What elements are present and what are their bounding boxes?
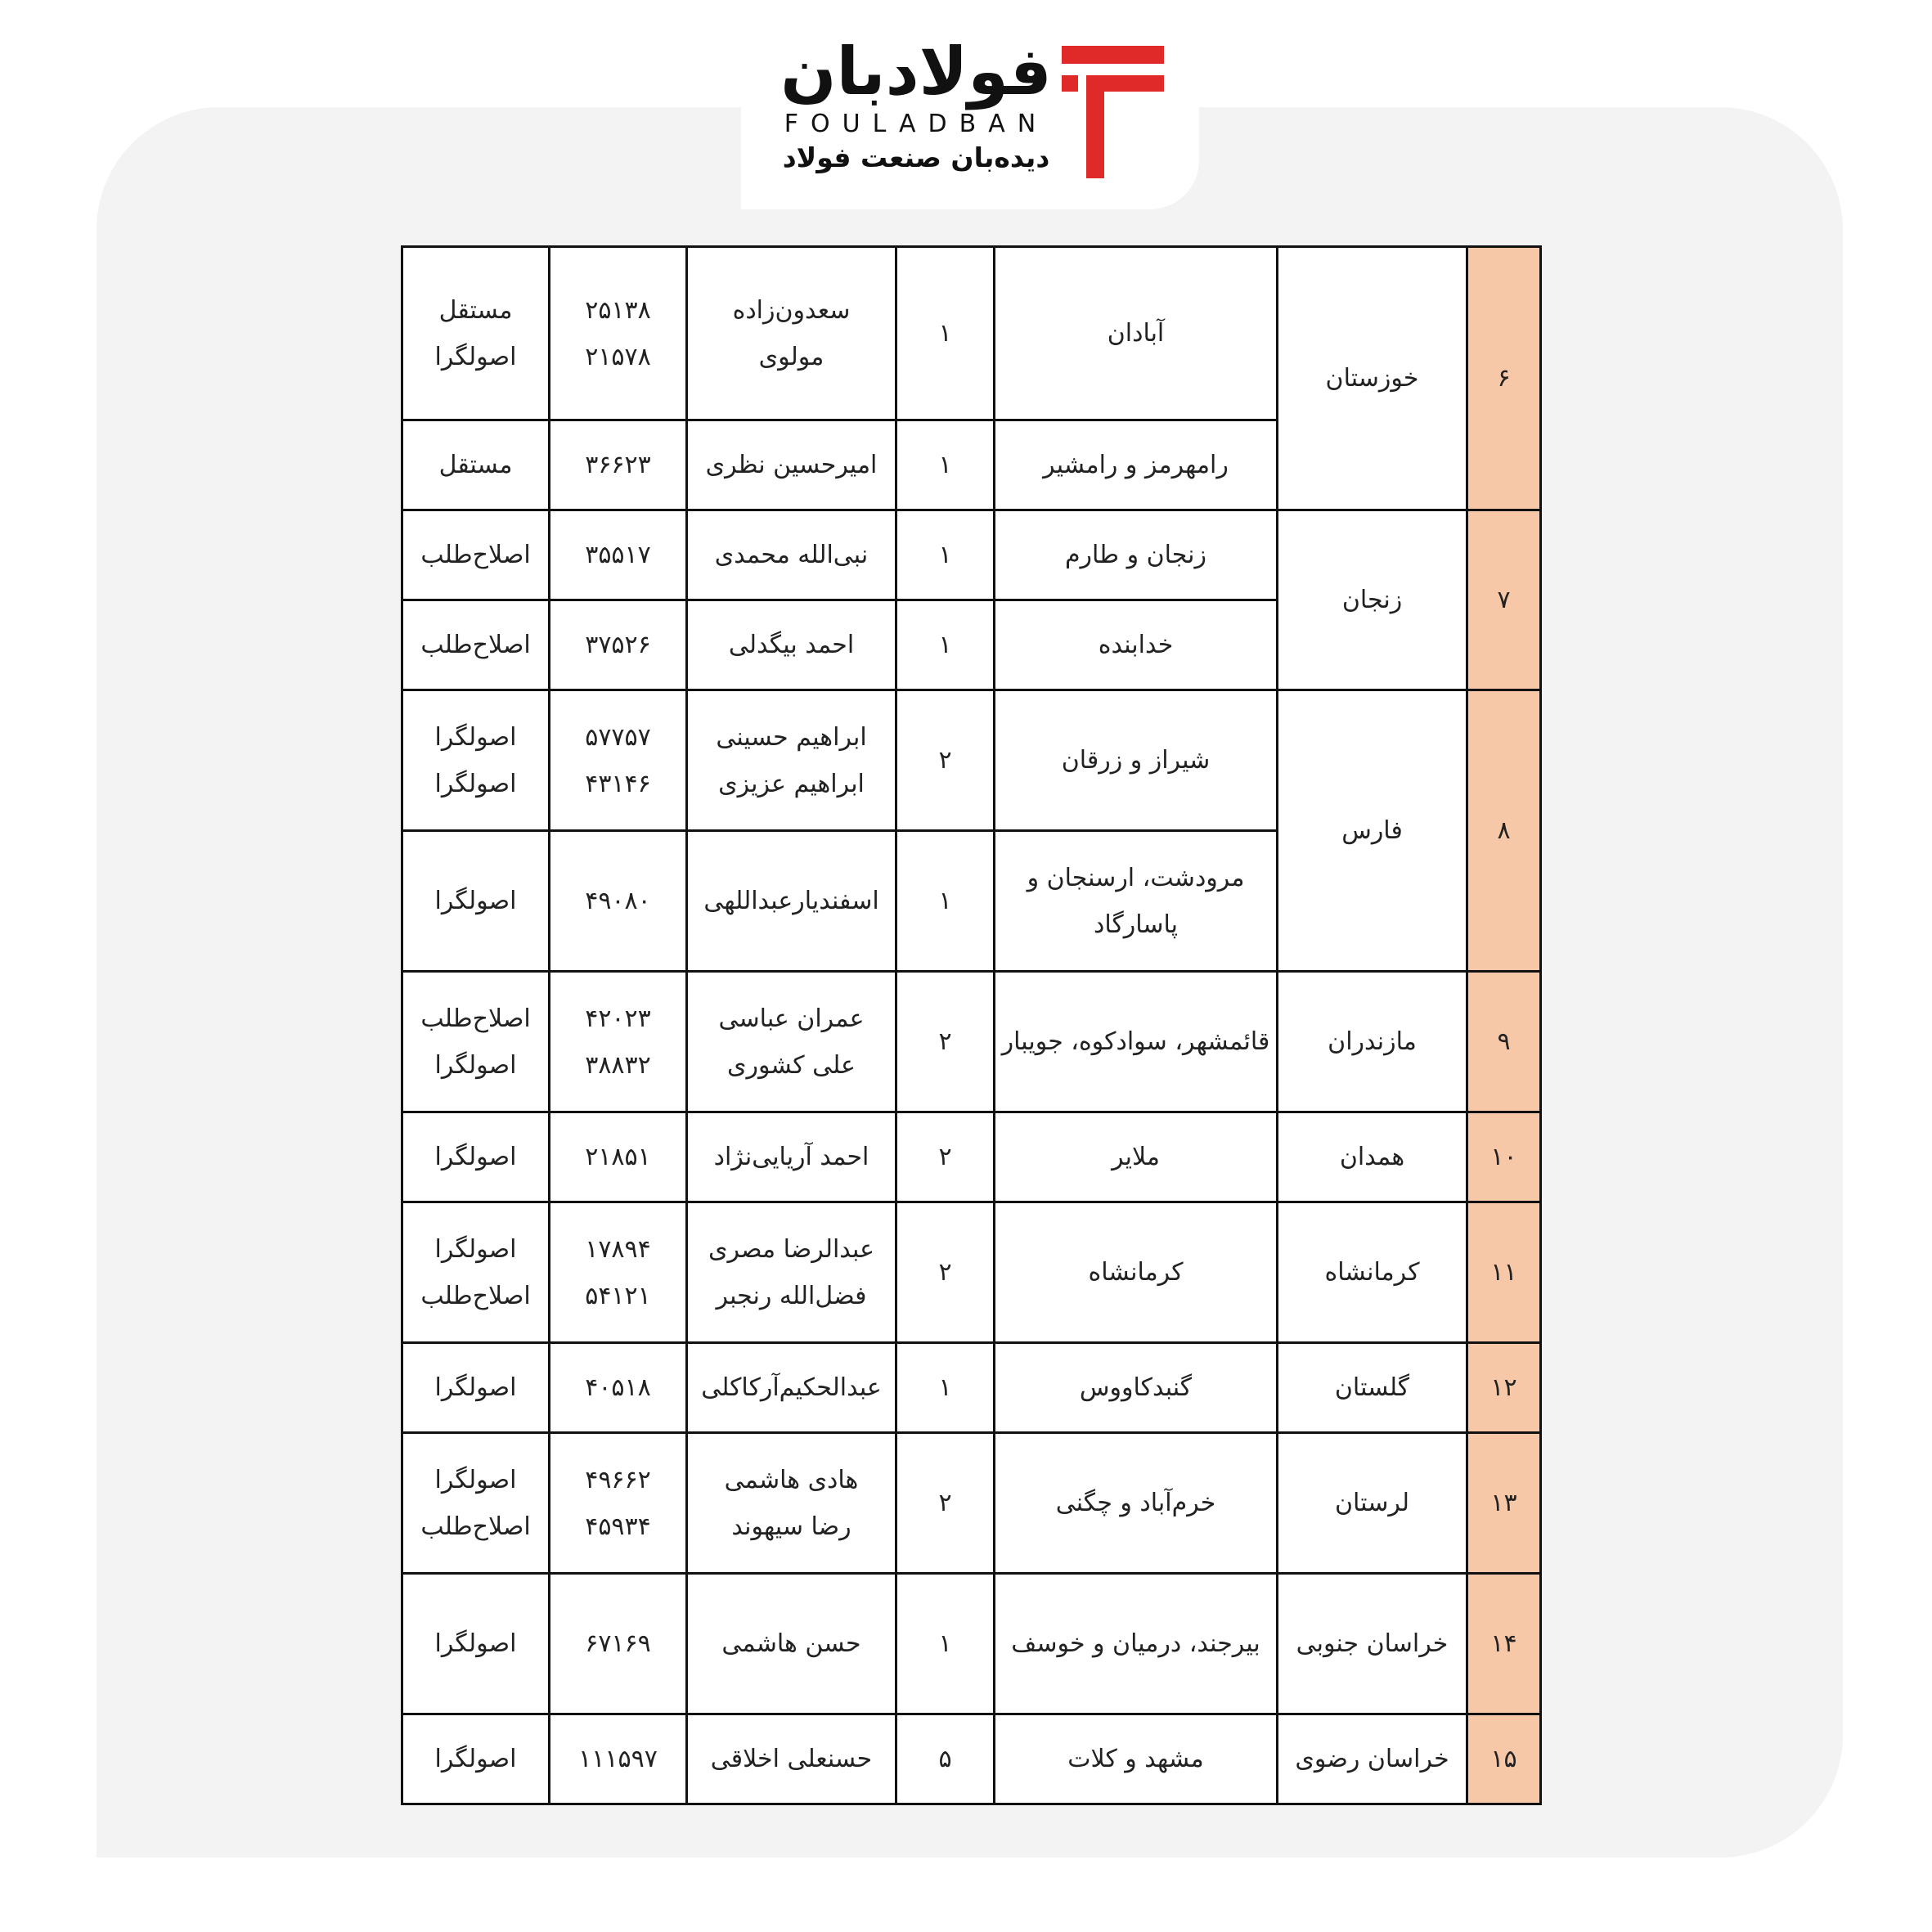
faction-cell-line: اصولگرا: [434, 1465, 517, 1494]
faction-cell-line: اصلاح‌طلب: [420, 1512, 531, 1541]
logo-name-fa: فولادبان: [780, 34, 1052, 110]
candidate-name-cell-line: عبدالرضا مصری: [708, 1234, 874, 1264]
district-cell: آبادان: [995, 247, 1278, 420]
candidate-name-cell: [687, 420, 896, 510]
votes-cell-line: ۳۶۶۲۳: [585, 451, 651, 479]
faction-cell-line: اصولگرا: [434, 1050, 517, 1080]
candidate-name-cell: [687, 1202, 896, 1343]
candidate-name-cell: [687, 1112, 896, 1202]
seats-cell: ۱: [896, 1343, 995, 1433]
votes-cell-line: ۲۱۵۷۸: [585, 342, 651, 371]
province-cell: فارس: [1278, 690, 1467, 972]
faction-cell-line: اصلاح‌طلب: [420, 631, 531, 659]
faction-cell: [402, 1714, 550, 1804]
seats-cell: ۱: [896, 831, 995, 972]
election-results-table: [401, 245, 1542, 1805]
candidate-name-cell-line: ابراهیم عزیزی: [718, 769, 865, 798]
province-cell: خراسان رضوی: [1278, 1714, 1467, 1804]
table-row: [402, 1202, 1541, 1343]
faction-cell-line: اصولگرا: [434, 722, 517, 752]
table-row: [402, 1112, 1541, 1202]
votes-cell: [550, 1112, 687, 1202]
district-cell: رامهرمز و رامشیر: [995, 420, 1278, 510]
seats-cell: ۱: [896, 420, 995, 510]
district-cell: شیراز و زرقان: [995, 690, 1278, 831]
faction-cell: [402, 1574, 550, 1714]
votes-cell-line: ۵۷۷۵۷: [585, 722, 651, 752]
candidate-name-cell-line: فضل‌الله رنجبر: [716, 1281, 867, 1310]
district-cell: قائمشهر، سوادکوه، جویبار: [995, 972, 1278, 1112]
faction-cell: [402, 600, 550, 690]
votes-cell-line: ۱۷۸۹۴: [585, 1234, 651, 1264]
seats-cell: ۵: [896, 1714, 995, 1804]
votes-cell: [550, 690, 687, 831]
candidate-name-cell: [687, 600, 896, 690]
candidate-name-cell-line: حسن هاشمی: [721, 1629, 861, 1658]
faction-cell-line: اصولگرا: [434, 1629, 517, 1658]
candidate-name-cell-line: نبی‌الله محمدی: [714, 541, 869, 569]
seats-cell: ۱: [896, 247, 995, 420]
logo-text: [777, 34, 1055, 173]
row-number-cell: ۹: [1467, 972, 1541, 1112]
table-row: [402, 1714, 1541, 1804]
candidate-name-cell: [687, 690, 896, 831]
row-number-cell: ۷: [1467, 510, 1541, 690]
candidate-name-cell-line: عبدالحکیم‌آرکاکلی: [701, 1373, 882, 1402]
candidate-name-cell: [687, 972, 896, 1112]
table-row: [402, 510, 1541, 600]
faction-cell-line: مستقل: [438, 295, 513, 325]
candidate-name-cell: [687, 247, 896, 420]
district-cell: ملایر: [995, 1112, 1278, 1202]
district-cell: خدابنده: [995, 600, 1278, 690]
votes-cell-line: ۳۵۵۱۷: [585, 541, 651, 569]
votes-cell: [550, 1714, 687, 1804]
votes-cell: [550, 1433, 687, 1574]
votes-cell: [550, 1202, 687, 1343]
votes-cell-line: ۵۴۱۲۱: [585, 1281, 651, 1310]
table-row: [402, 1574, 1541, 1714]
candidate-name-cell-line: احمد بیگدلی: [728, 631, 855, 659]
candidate-name-cell: [687, 510, 896, 600]
candidate-name-cell-line: مولوی: [758, 342, 824, 371]
votes-cell-line: ۲۱۸۵۱: [585, 1143, 651, 1171]
faction-cell: [402, 1433, 550, 1574]
votes-cell: [550, 1574, 687, 1714]
candidate-name-cell-line: علی کشوری: [727, 1050, 856, 1080]
votes-cell-line: ۳۷۵۲۶: [585, 631, 651, 659]
votes-cell: [550, 600, 687, 690]
table-row: [402, 690, 1541, 831]
seats-cell: ۲: [896, 1433, 995, 1574]
province-cell: زنجان: [1278, 510, 1467, 690]
logo-name-en: FOULADBAN: [784, 110, 1049, 138]
seats-cell: ۱: [896, 1574, 995, 1714]
candidate-name-cell: [687, 1714, 896, 1804]
votes-cell-line: ۴۵۹۳۴: [585, 1512, 651, 1541]
candidate-name-cell-line: احمد آریایی‌نژاد: [713, 1143, 869, 1171]
candidate-name-cell-line: امیرحسین نظری: [705, 451, 878, 479]
votes-cell-line: ۶۷۱۶۹: [585, 1629, 651, 1658]
votes-cell-line: ۳۸۸۳۲: [585, 1050, 651, 1080]
votes-cell: [550, 831, 687, 972]
faction-cell-line: اصلاح‌طلب: [420, 1281, 531, 1310]
votes-cell: [550, 420, 687, 510]
faction-cell: [402, 831, 550, 972]
votes-cell-line: ۴۹۶۶۲: [585, 1465, 651, 1494]
fouladban-logo-icon: [1062, 46, 1164, 178]
row-number-cell: ۱۲: [1467, 1343, 1541, 1433]
province-cell: خوزستان: [1278, 247, 1467, 510]
row-number-cell: ۱۵: [1467, 1714, 1541, 1804]
votes-cell: [550, 510, 687, 600]
faction-cell-line: اصولگرا: [434, 1234, 517, 1264]
district-cell: خرم‌آباد و چگنی: [995, 1433, 1278, 1574]
votes-cell-line: ۴۹۰۸۰: [585, 887, 651, 915]
row-number-cell: ۱۳: [1467, 1433, 1541, 1574]
seats-cell: ۲: [896, 690, 995, 831]
table-row: [402, 1343, 1541, 1433]
candidate-name-cell: [687, 1574, 896, 1714]
candidate-name-cell-line: ابراهیم حسینی: [716, 722, 867, 752]
faction-cell: [402, 972, 550, 1112]
candidate-name-cell: [687, 1343, 896, 1433]
district-cell: بیرجند، درمیان و خوسف: [995, 1574, 1278, 1714]
row-number-cell: ۸: [1467, 690, 1541, 972]
votes-cell-line: ۴۲۰۲۳: [585, 1004, 651, 1033]
district-cell: کرمانشاه: [995, 1202, 1278, 1343]
faction-cell: [402, 1343, 550, 1433]
seats-cell: ۱: [896, 600, 995, 690]
faction-cell-line: اصلاح‌طلب: [420, 1004, 531, 1033]
table-row: [402, 972, 1541, 1112]
seats-cell: ۲: [896, 1112, 995, 1202]
province-cell: خراسان جنوبی: [1278, 1574, 1467, 1714]
candidate-name-cell-line: حسنعلی اخلاقی: [710, 1745, 873, 1773]
faction-cell: [402, 247, 550, 420]
province-cell: کرمانشاه: [1278, 1202, 1467, 1343]
province-cell: همدان: [1278, 1112, 1467, 1202]
row-number-cell: ۱۱: [1467, 1202, 1541, 1343]
votes-cell-line: ۴۳۱۴۶: [585, 769, 651, 798]
faction-cell: [402, 510, 550, 600]
votes-cell-line: ۴۰۵۱۸: [585, 1373, 651, 1402]
candidate-name-cell-line: اسفندیارعبداللهی: [703, 887, 879, 915]
district-cell: مشهد و کلات: [995, 1714, 1278, 1804]
votes-cell: [550, 972, 687, 1112]
candidate-name-cell: [687, 1433, 896, 1574]
table-row: [402, 1433, 1541, 1574]
votes-cell-line: ۱۱۱۵۹۷: [578, 1745, 658, 1773]
faction-cell-line: اصولگرا: [434, 1143, 517, 1171]
votes-cell: [550, 1343, 687, 1433]
faction-cell-line: اصولگرا: [434, 1373, 517, 1402]
seats-cell: ۲: [896, 1202, 995, 1343]
seats-cell: ۱: [896, 510, 995, 600]
seats-cell: ۲: [896, 972, 995, 1112]
faction-cell-line: اصولگرا: [434, 1745, 517, 1773]
row-number-cell: ۶: [1467, 247, 1541, 510]
candidate-name-cell-line: عمران عباسی: [718, 1004, 865, 1033]
votes-cell-line: ۲۵۱۳۸: [585, 295, 651, 325]
province-cell: لرستان: [1278, 1433, 1467, 1574]
faction-cell-line: اصولگرا: [434, 342, 517, 371]
votes-cell: [550, 247, 687, 420]
candidate-name-cell-line: رضا سیهوند: [731, 1512, 851, 1541]
candidate-name-cell: [687, 831, 896, 972]
faction-cell-line: اصولگرا: [434, 769, 517, 798]
faction-cell: [402, 690, 550, 831]
province-cell: مازندران: [1278, 972, 1467, 1112]
faction-cell: [402, 1112, 550, 1202]
faction-cell-line: اصلاح‌طلب: [420, 541, 531, 569]
district-cell: زنجان و طارم: [995, 510, 1278, 600]
candidate-name-cell-line: هادی هاشمی: [724, 1465, 859, 1494]
faction-cell: [402, 420, 550, 510]
faction-cell-line: اصولگرا: [434, 887, 517, 915]
logo-tagline: دیده‌بان صنعت فولاد: [782, 142, 1050, 173]
faction-cell-line: مستقل: [438, 451, 513, 479]
faction-cell: [402, 1202, 550, 1343]
province-cell: گلستان: [1278, 1343, 1467, 1433]
table-row: [402, 247, 1541, 420]
district-cell: گنبدکاووس: [995, 1343, 1278, 1433]
row-number-cell: ۱۴: [1467, 1574, 1541, 1714]
district-cell: مرودشت، ارسنجان و پاسارگاد: [995, 831, 1278, 972]
row-number-cell: ۱۰: [1467, 1112, 1541, 1202]
candidate-name-cell-line: سعدون‌زاده: [732, 295, 851, 325]
